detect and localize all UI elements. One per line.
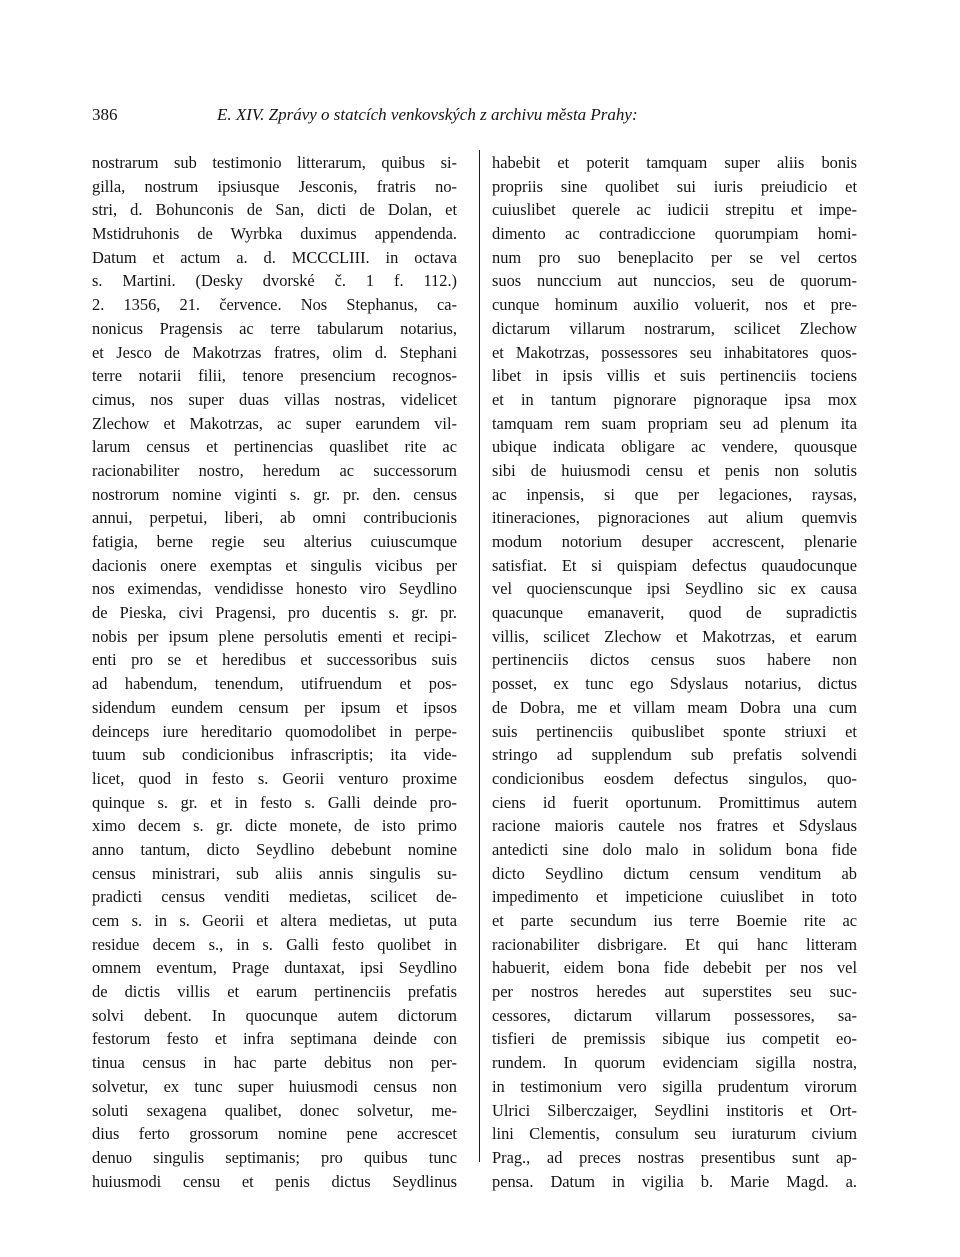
text-line: et Makotrzas, possessores seu inhabitatores quos- — [492, 342, 857, 362]
text-line: dius ferto grossorum nomine pene accrescet — [92, 1124, 457, 1144]
text-line: Prag., ad preces nostras presentibus sunt ap- — [492, 1147, 857, 1167]
page-header — [92, 103, 882, 127]
text-line: s. Martini. (Desky dvorské č. 1 f. 112.) — [92, 271, 457, 291]
right-column — [492, 151, 857, 1193]
text-line: sidendum eundem censum per ipsum et ipsos — [92, 697, 457, 717]
text-line: dicto Seydlino dictum censum venditum ab — [492, 863, 857, 883]
text-line: solvetur, ex tunc super huiusmodi census non — [92, 1076, 457, 1096]
text-line: stri, d. Bohunconis de San, dicti de Dolan, et — [92, 200, 457, 220]
text-line: modum notorium desuper accrescent, plenarie — [492, 532, 857, 551]
text-line: stringo ad supplendum sub prefatis solvendi — [492, 745, 857, 765]
text-line: posset, ex tunc ego Sdyslaus notarius, dictus — [492, 674, 857, 694]
text-line: in testimonium vero sigilla prudentum virorum — [492, 1076, 857, 1096]
text-line: ximo decem s. gr. dicte monete, de isto primo — [92, 816, 457, 836]
text-line: cimus, nos super duas villas nostras, videlicet — [92, 389, 457, 409]
text-line: denuo singulis septimanis; pro quibus tunc — [92, 1147, 457, 1167]
text-line: et parte secundum ius terre Boemie rite ac — [492, 911, 857, 930]
text-line: nostrorum nomine viginti s. gr. pr. den. census — [92, 484, 457, 504]
text-line: tuum sub condicionibus infrascriptis; ita vide- — [92, 745, 457, 765]
text-line: antedicti sine dolo malo in solidum bona fide — [492, 839, 857, 859]
text-line: habuerit, eidem bona fide debebit per nos vel — [492, 958, 857, 978]
text-line: racione maioris cautele nos fratres et Sdyslaus — [492, 816, 857, 836]
text-line: cem s. in s. Georii et altera medietas, ut puta — [92, 911, 457, 930]
text-line: num pro suo beneplacito per se vel certos — [492, 247, 857, 267]
text-line: tinua census in hac parte debitus non per- — [92, 1053, 457, 1073]
text-line: de dictis villis et earum pertinenciis prefatis — [92, 982, 457, 1002]
text-line: omnem eventum, Prage duntaxat, ipsi Seydlino — [92, 958, 457, 978]
text-line: propriis sine quolibet sui iuris preiudicio et — [492, 176, 857, 196]
text-line: huiusmodi censu et penis dictus Seydlinus — [92, 1171, 457, 1191]
text-line: quinque s. gr. et in festo s. Galli deinde pro- — [92, 792, 457, 812]
text-line: ciens id fuerit oportunum. Promittimus autem — [492, 792, 857, 812]
text-line: nos eximendas, vendidisse honesto viro Seydlino — [92, 579, 457, 599]
text-line: nobis per ipsum plene persolutis ementi et recipi- — [92, 626, 457, 646]
text-line: condicionibus eosdem defectus singulos, quo- — [492, 768, 857, 788]
text-line: per nostros heredes aut superstites seu suc- — [492, 982, 857, 1002]
text-line: cessores, dictarum villarum possessores, sa- — [492, 1005, 857, 1025]
text-line: vel quocienscunque ipsi Seydlino sic ex causa — [492, 579, 857, 599]
text-line: enti pro se et heredibus et successoribus suis — [92, 650, 457, 670]
text-line: residue decem s., in s. Galli festo quolibet in — [92, 934, 457, 954]
text-line: suos nunccium aut nunccios, seu de quorum- — [492, 271, 857, 291]
text-line: cuiuslibet querele ac iudicii strepitu et impe- — [492, 200, 857, 220]
text-line: fatigia, berne regie seu alterius cuiuscumque — [92, 532, 457, 551]
text-line: rundem. In quorum evidenciam sigilla nostra, — [492, 1053, 857, 1073]
text-line: annui, perpetui, liberi, ab omni contribucionis — [92, 508, 457, 528]
text-line: lini Clementis, consulum seu iuraturum civium — [492, 1124, 857, 1144]
text-line: et Jesco de Makotrzas fratres, olim d. Stephani — [92, 342, 457, 362]
text-line: festorum festo et infra septimana deinde con — [92, 1029, 457, 1049]
text-line: tamquam rem suam propriam seu ad plenum ita — [492, 413, 857, 433]
text-line: gilla, nostrum ipsiusque Jesconis, fratris no- — [92, 176, 457, 196]
text-line: census ministrari, sub aliis annis singulis su- — [92, 863, 457, 883]
text-line: terre notarii filii, tenore presencium recognos- — [92, 366, 457, 386]
text-line: et in tantum pignorare pignoraque ipsa mox — [492, 389, 857, 409]
text-line: quacunque emanaverit, quod de supradictis — [492, 603, 857, 623]
text-line: dimento ac contradiccione quorumpiam homi- — [492, 224, 857, 244]
text-line: pradicti census venditi medietas, scilicet de- — [92, 887, 457, 907]
text-line: racionabiliter nostro, heredum ac successorum — [92, 460, 457, 480]
text-line: nostrarum sub testimonio litterarum, quibus si- — [92, 153, 457, 172]
text-line: suis pertinenciis quibuslibet sponte striuxi et — [492, 721, 857, 741]
running-title: E. XIV. Zprávy o statcích venkovských z archivu města Prahy: — [217, 105, 638, 124]
text-line: anno tantum, dicto Seydlino debebunt nomine — [92, 839, 457, 859]
text-line: Ulrici Silberczaiger, Seydlini institoris et Ort- — [492, 1100, 857, 1120]
text-line: impedimento et impeticione cuiuslibet in toto — [492, 887, 857, 907]
text-line: licet, quod in festo s. Georii venturo proxime — [92, 768, 457, 788]
text-line: 2. 1356, 21. července. Nos Stephanus, ca- — [92, 295, 457, 315]
text-line: pensa. Datum in vigilia b. Marie Magd. a. — [492, 1171, 857, 1191]
page-number: 386 — [92, 105, 118, 124]
text-line: tisfieri de premissis sibique ius competit eo- — [492, 1029, 857, 1049]
text-line: nonicus Pragensis ac terre tabularum notarius, — [92, 318, 457, 338]
text-line: habebit et poterit tamquam super aliis bonis — [492, 153, 857, 172]
text-line: villis, scilicet Zlechow et Makotrzas, et earum — [492, 626, 857, 646]
text-line: Mstidruhonis de Wyrbka duximus appendenda. — [92, 224, 457, 244]
text-line: racionabiliter disbrigare. Et qui hanc litteram — [492, 934, 857, 954]
text-line: soluti sexagena qualibet, donec solvetur, me- — [92, 1100, 457, 1120]
text-line: solvi debent. In quocunque autem dictorum — [92, 1005, 457, 1025]
text-line: dacionis onere exemptas et singulis vicibus per — [92, 555, 457, 575]
text-line: sibi de huiusmodi censu et penis non solutis — [492, 460, 857, 480]
text-line: Datum et actum a. d. MCCCLIII. in octava — [92, 247, 457, 267]
text-line: satisfiat. Et si quispiam defectus quaudocunque — [492, 555, 857, 575]
text-line: de Pieska, civi Pragensi, pro ducentis s. gr. pr. — [92, 603, 457, 623]
text-line: Zlechow et Makotrzas, ac super earundem vil- — [92, 413, 457, 433]
left-column — [92, 151, 457, 1193]
text-line: libet in ipsis villis et suis pertinenciis tociens — [492, 366, 857, 386]
text-line: pertinenciis dictos census suos habere non — [492, 650, 857, 670]
text-line: dictarum villarum nostrarum, scilicet Zlechow — [492, 318, 857, 338]
text-line: ac inpensis, si que per legaciones, raysas, — [492, 484, 857, 504]
text-line: larum census et pertinencias quaslibet rite ac — [92, 437, 457, 457]
column-divider — [479, 150, 480, 1162]
text-line: ad habendum, tenendum, utifruendum et pos- — [92, 674, 457, 694]
text-line: de Dobra, me et villam meam Dobra una cum — [492, 697, 857, 717]
text-line: ubique indicata obligare ac vendere, quousque — [492, 437, 857, 457]
text-line: deinceps iure hereditario quomodolibet in perpe- — [92, 721, 457, 741]
text-line: cunque hominum auxilio voluerit, nos et pre- — [492, 295, 857, 315]
text-line: itineraciones, pignoraciones aut alium quemvis — [492, 508, 857, 528]
